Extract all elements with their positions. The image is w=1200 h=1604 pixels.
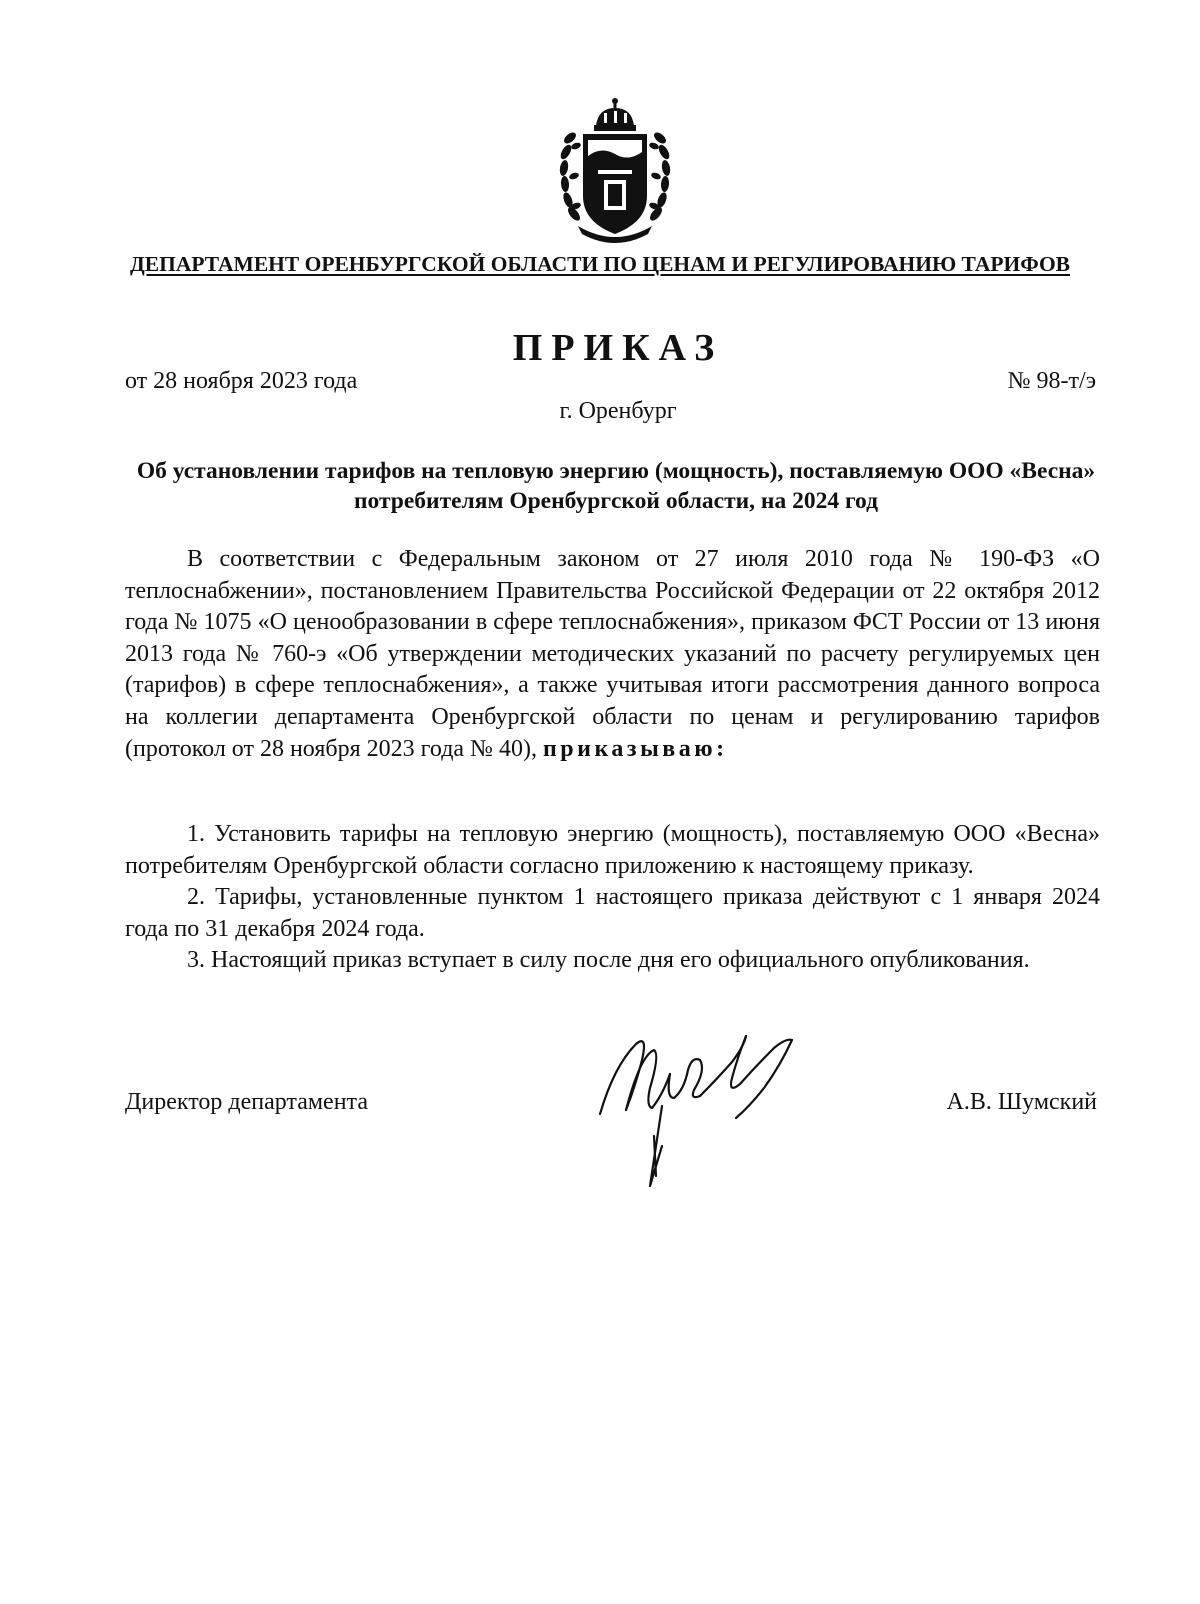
document-date: от 28 ноября 2023 года: [125, 368, 358, 394]
order-item-3: 3. Настоящий приказ вступает в силу после дня его официального опубликования.: [187, 947, 1030, 974]
preamble-text: В соответствии с Федеральным законом от 27 июля 2010 года № 190-ФЗ «О теплоснабжении», постановлением Правительства Российской Федерации от 22 октября 2012 года № 1075 «О ценообразовании в сфере теплоснабжения», приказом ФСТ России от 13 июня 2013 года № 760-э «Об утверждении методических указаний по расчету регулируемых цен (тарифов) в сфере теплоснабжения», а также учитывая итоги рассмотрения данного вопроса на коллегии департамента Оренбургской области по ценам и регулированию тарифов (протокол от 28 ноября 2023 года № 40),: [125, 546, 1100, 762]
document-type: ПРИКАЗ: [512, 327, 724, 369]
department-name: ДЕПАРТАМЕНТ ОРЕНБУРГСКОЙ ОБЛАСТИ ПО ЦЕНАМ И РЕГУЛИРОВАНИЮ ТАРИФОВ: [129, 252, 1071, 276]
preamble-paragraph: [125, 544, 1100, 765]
handwritten-signature: [596, 1026, 816, 1196]
preamble: [125, 544, 1100, 765]
order-items: [125, 819, 1100, 977]
document-city: г. Оренбург: [559, 398, 677, 424]
document-subject: Об установлении тарифов на тепловую энергию (мощность), поставляемую ООО «Весна» потребителям Оренбургской области, на 2024 год: [136, 458, 1096, 514]
document-number: № 98-т/э: [1007, 368, 1096, 394]
order-item-1: 1. Установить тарифы на тепловую энергию (мощность), поставляемую ООО «Весна» потребителям Оренбургской области согласно приложению к настоящему приказу.: [125, 821, 1100, 879]
signer-title: Директор департамента: [125, 1089, 368, 1115]
coat-of-arms-icon: [556, 96, 674, 244]
order-word: приказываю:: [542, 735, 728, 762]
signer-name: А.В. Шумский: [946, 1089, 1097, 1115]
order-item-2: 2. Тарифы, установленные пунктом 1 настоящего приказа действуют с 1 января 2024 года по 31 декабря 2024 года.: [125, 884, 1100, 942]
